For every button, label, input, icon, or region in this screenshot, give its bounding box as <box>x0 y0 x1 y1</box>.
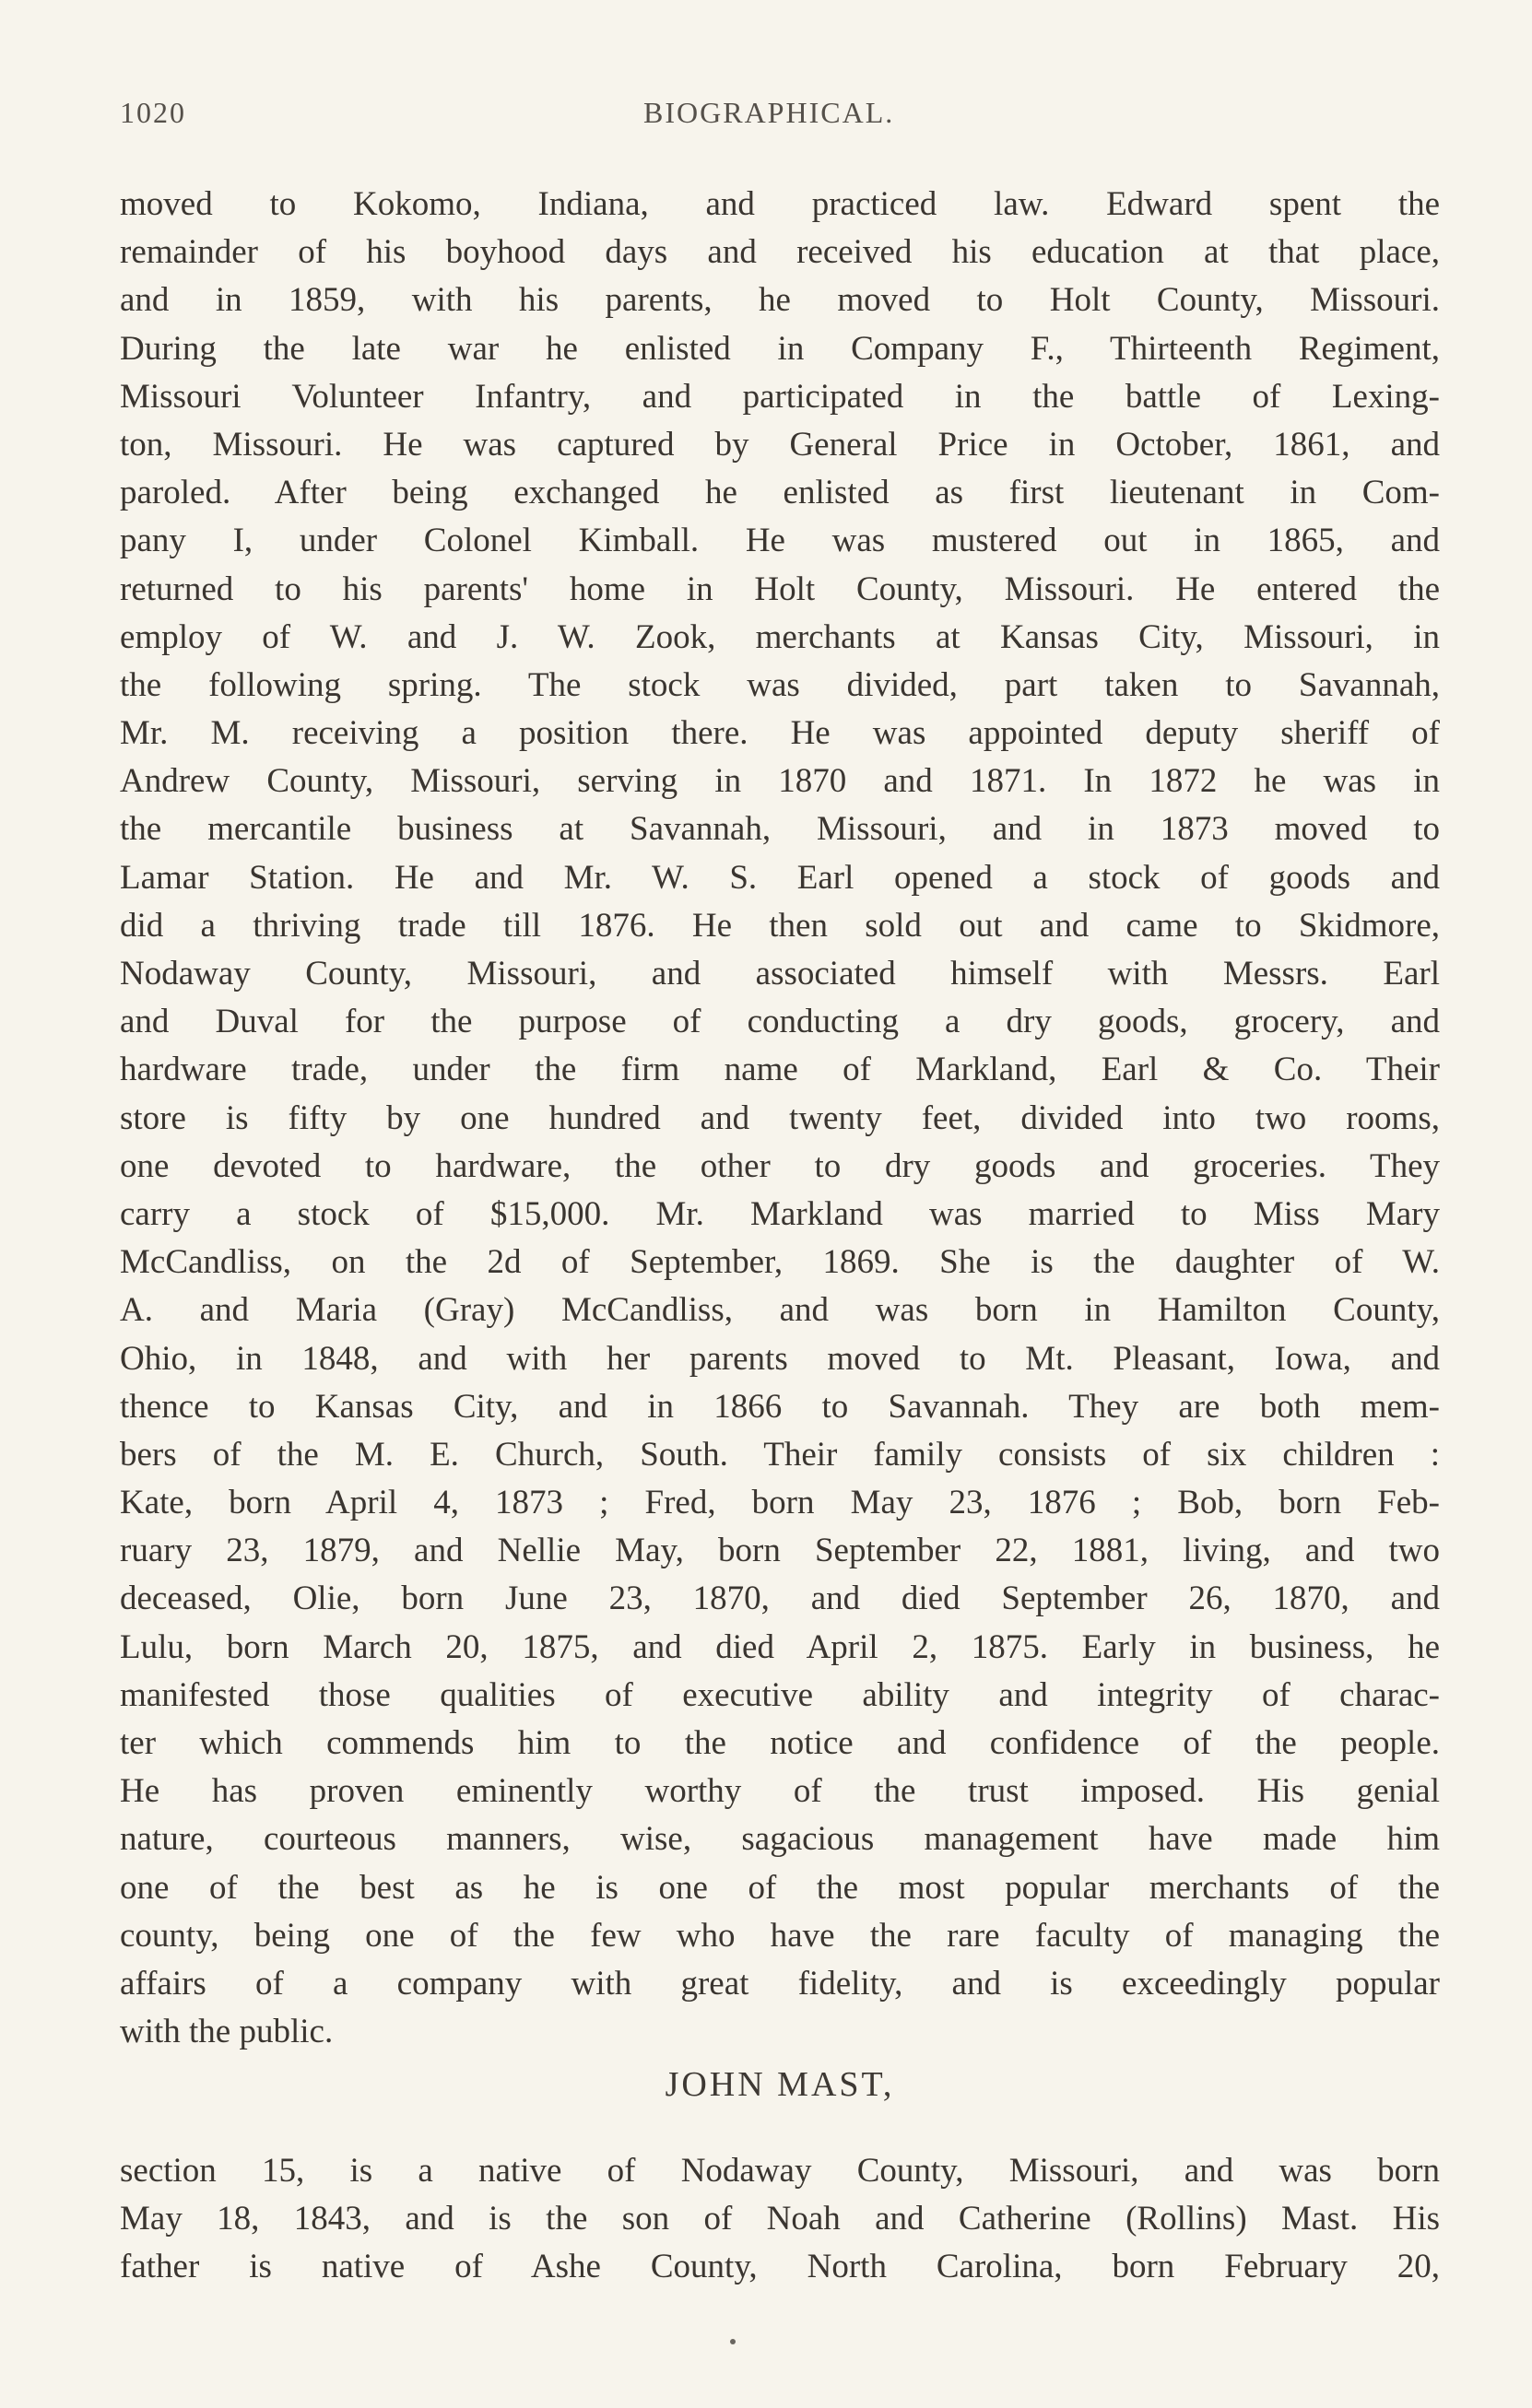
text-line: pany I, under Colonel Kimball. He was mustered out in 1865, and <box>120 522 1440 560</box>
text-line: thence to Kansas City, and in 1866 to Savannah. They are both mem- <box>120 1387 1440 1426</box>
page-header <box>120 96 1447 142</box>
text-line: Kate, born April 4, 1873 ; Fred, born May 23, 1876 ; Bob, born Feb- <box>120 1484 1440 1522</box>
text-line: store is fifty by one hundred and twenty feet, divided into two rooms, <box>120 1098 1440 1137</box>
text-line: ter which commends him to the notice and confidence of the people. <box>120 1724 1440 1762</box>
text-line: one devoted to hardware, the other to dry goods and groceries. They <box>120 1146 1440 1185</box>
text-line: ton, Missouri. He was captured by General Price in October, 1861, and <box>120 425 1440 464</box>
text-line: paroled. After being exchanged he enlisted as first lieutenant in Com- <box>120 474 1440 512</box>
text-line: Lamar Station. He and Mr. W. S. Earl opened a stock of goods and <box>120 858 1440 897</box>
text-line: manifested those qualities of executive ability and integrity of charac- <box>120 1675 1440 1714</box>
section-text <box>120 2147 1440 2292</box>
text-line: May 18, 1843, and is the son of Noah and Catherine (Rollins) Mast. His <box>120 2200 1440 2238</box>
text-line: Lulu, born March 20, 1875, and died April 2, 1875. Early in business, he <box>120 1627 1440 1666</box>
text-line: Mr. M. receiving a position there. He was appointed deputy sheriff of <box>120 714 1440 753</box>
text-line: the mercantile business at Savannah, Missouri, and in 1873 moved to <box>120 810 1440 849</box>
text-line: moved to Kokomo, Indiana, and practiced law. Edward spent the <box>120 185 1440 223</box>
text-line: He has proven eminently worthy of the trust imposed. His genial <box>120 1772 1440 1811</box>
text-line: During the late war he enlisted in Company F., Thirteenth Regiment, <box>120 329 1440 368</box>
text-line: Andrew County, Missouri, serving in 1870 and 1871. In 1872 he was in <box>120 762 1440 801</box>
text-line: returned to his parents' home in Holt County, Missouri. He entered the <box>120 570 1440 608</box>
text-line: A. and Maria (Gray) McCandliss, and was born in Hamilton County, <box>120 1291 1440 1330</box>
text-line: McCandliss, on the 2d of September, 1869. She is the daughter of W. <box>120 1243 1440 1282</box>
text-line: remainder of his boyhood days and received his education at that place, <box>120 233 1440 272</box>
text-line: carry a stock of $15,000. Mr. Markland was married to Miss Mary <box>120 1194 1440 1233</box>
text-line: Missouri Volunteer Infantry, and participated in the battle of Lexing- <box>120 377 1440 416</box>
text-line: nature, courteous manners, wise, sagacious management have made him <box>120 1820 1440 1859</box>
text-line: with the public. <box>120 2013 334 2051</box>
section-heading: JOHN MAST, <box>665 2065 895 2104</box>
text-line: bers of the M. E. Church, South. Their family consists of six children : <box>120 1435 1440 1474</box>
text-line: hardware trade, under the firm name of Markland, Earl & Co. Their <box>120 1051 1440 1089</box>
text-line: father is native of Ashe County, North Carolina, born February 20, <box>120 2248 1440 2286</box>
text-line: deceased, Olie, born June 23, 1870, and died September 26, 1870, and <box>120 1580 1440 1618</box>
text-line: county, being one of the few who have the rare faculty of managing the <box>120 1916 1440 1955</box>
text-line: one of the best as he is one of the most popular merchants of the <box>120 1868 1440 1907</box>
text-line: and Duval for the purpose of conducting a dry goods, grocery, and <box>120 1003 1440 1041</box>
text-line: affairs of a company with great fidelity, and is exceedingly popular <box>120 1964 1440 2003</box>
text-line: Ohio, in 1848, and with her parents moved to Mt. Pleasant, Iowa, and <box>120 1339 1440 1378</box>
page-number: 1020 <box>120 96 186 129</box>
page-mark-dot <box>730 2339 736 2344</box>
text-line: employ of W. and J. W. Zook, merchants at Kansas City, Missouri, in <box>120 617 1440 656</box>
biography-text <box>120 181 1440 2056</box>
text-line: the following spring. The stock was divided, part taken to Savannah, <box>120 665 1440 704</box>
text-line: ruary 23, 1879, and Nellie May, born September 22, 1881, living, and two <box>120 1532 1440 1570</box>
text-line: and in 1859, with his parents, he moved to Holt County, Missouri. <box>120 281 1440 320</box>
text-line: did a thriving trade till 1876. He then sold out and came to Skidmore, <box>120 906 1440 945</box>
running-head: BIOGRAPHICAL. <box>643 96 895 129</box>
text-line: Nodaway County, Missouri, and associated himself with Messrs. Earl <box>120 955 1440 993</box>
text-line: section 15, is a native of Nodaway County, Missouri, and was born <box>120 2152 1440 2190</box>
